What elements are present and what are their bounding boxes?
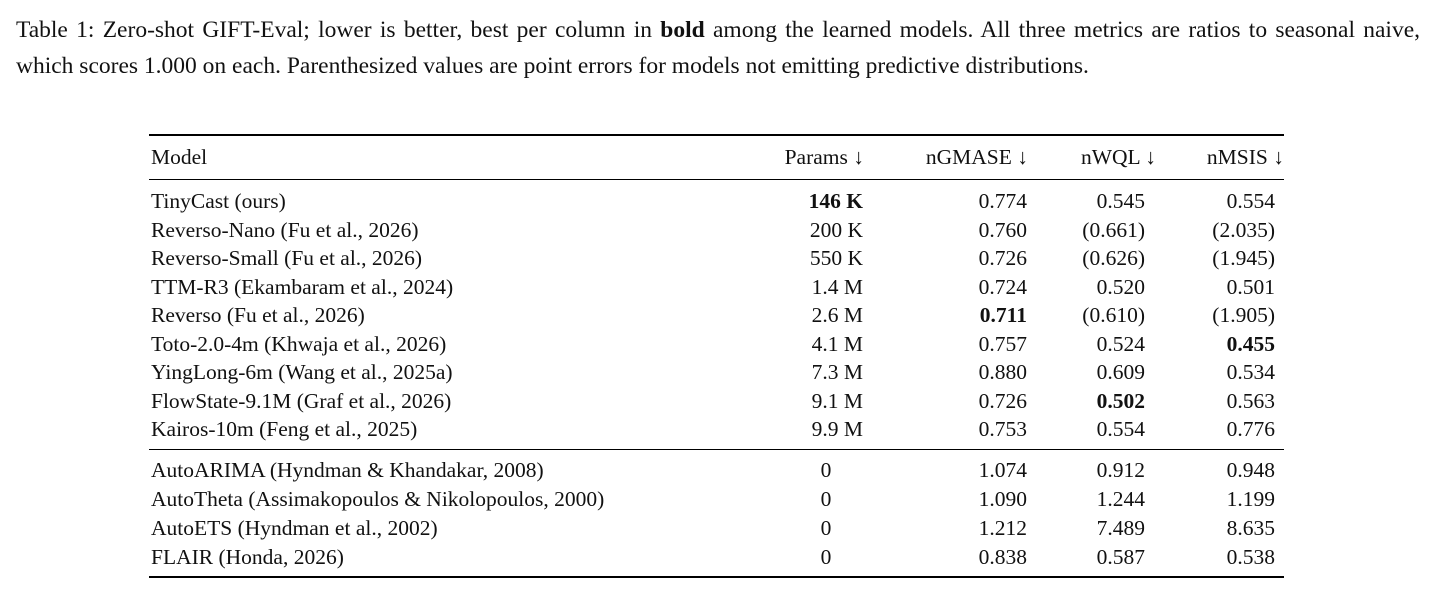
table-row xyxy=(149,273,1284,301)
cell-model: Toto-2.0-4m (Khwaja et al., 2026) xyxy=(151,331,447,356)
cell-ngmase: 0.880 xyxy=(978,360,1027,384)
cell-model: TTM-R3 (Ekambaram et al., 2024) xyxy=(151,274,454,299)
cell-model: AutoTheta (Assimakopoulos & Nikolopoulos, 2000) xyxy=(151,487,605,511)
cell-params: 0 xyxy=(820,487,832,511)
cell-nwql: (0.610) xyxy=(1082,303,1145,327)
cell-params: 7.3 M xyxy=(811,360,863,384)
cell-params: 0 xyxy=(820,516,832,540)
cell-ngmase: 0.724 xyxy=(978,274,1027,299)
cell-ngmase: 0.838 xyxy=(978,545,1027,569)
cell-nwql: 0.912 xyxy=(1096,458,1145,482)
table-row xyxy=(149,485,1284,513)
table-row xyxy=(149,387,1284,415)
caption-bold-word: bold xyxy=(660,17,705,43)
cell-nmsis: 8.635 xyxy=(1226,516,1275,540)
bottom-rule xyxy=(149,576,1284,578)
cell-model: AutoETS (Hyndman et al., 2002) xyxy=(151,516,438,540)
cell-model: TinyCast (ours) xyxy=(151,189,286,213)
table-row xyxy=(149,415,1284,443)
cell-model: Reverso (Fu et al., 2026) xyxy=(151,303,365,327)
cell-nwql: 0.554 xyxy=(1096,417,1145,441)
header-nwql: nWQL ↓ xyxy=(1080,145,1156,169)
cell-nmsis: 1.199 xyxy=(1226,487,1275,511)
cell-nwql: 1.244 xyxy=(1096,487,1145,511)
cell-ngmase: 0.760 xyxy=(978,217,1027,242)
cell-nmsis: 0.563 xyxy=(1226,388,1275,413)
cell-params: 4.1 M xyxy=(811,331,863,356)
cell-nmsis: (2.035) xyxy=(1212,217,1275,242)
caption-text-2: among the learned models. All three metrics are ratios to seasonal naive, which scores 1.000 on each. Parenthesized values are point errors for models not emitting predictive distributions. xyxy=(16,17,1421,79)
cell-model: FLAIR (Honda, 2026) xyxy=(151,545,344,569)
cell-ngmase: 0.774 xyxy=(978,189,1027,213)
cell-nwql: 0.502 xyxy=(1096,388,1145,413)
cell-nmsis: 0.455 xyxy=(1226,331,1275,356)
cell-params: 0 xyxy=(820,545,832,569)
cell-params: 0 xyxy=(820,458,832,482)
cell-ngmase: 0.753 xyxy=(978,417,1027,441)
cell-nmsis: 0.948 xyxy=(1226,458,1275,482)
cell-model: FlowState-9.1M (Graf et al., 2026) xyxy=(151,388,452,413)
cell-nmsis: (1.905) xyxy=(1212,303,1275,327)
table-row xyxy=(149,301,1284,329)
cell-nmsis: 0.554 xyxy=(1226,189,1275,213)
table-row xyxy=(149,514,1284,542)
cell-nwql: 7.489 xyxy=(1096,516,1145,540)
cell-nwql: 0.609 xyxy=(1096,360,1145,384)
table-row xyxy=(149,358,1284,386)
cell-ngmase: 0.757 xyxy=(978,331,1027,356)
table-row xyxy=(149,216,1284,244)
cell-model: Kairos-10m (Feng et al., 2025) xyxy=(151,417,418,441)
cell-params: 200 K xyxy=(809,217,863,242)
cell-ngmase: 1.074 xyxy=(978,458,1027,482)
cell-nwql: (0.661) xyxy=(1082,217,1145,242)
cell-params: 550 K xyxy=(809,246,863,270)
cell-nwql: 0.587 xyxy=(1096,545,1145,569)
cell-ngmase: 1.090 xyxy=(978,487,1027,511)
cell-model: AutoARIMA (Hyndman & Khandakar, 2008) xyxy=(151,458,544,482)
cell-ngmase: 0.711 xyxy=(979,303,1027,327)
table-row xyxy=(149,543,1284,571)
cell-ngmase: 0.726 xyxy=(978,246,1027,270)
header-ngmase: nGMASE ↓ xyxy=(925,145,1028,169)
top-rule xyxy=(149,134,1284,136)
cell-nwql: (0.626) xyxy=(1082,246,1145,270)
cell-nwql: 0.520 xyxy=(1096,274,1145,299)
header-nmsis: nMSIS ↓ xyxy=(1206,145,1284,169)
cell-ngmase: 0.726 xyxy=(978,388,1027,413)
cell-nmsis: 0.776 xyxy=(1226,417,1275,441)
header-model: Model xyxy=(151,145,208,169)
group-separator-rule xyxy=(149,449,1284,450)
table-caption xyxy=(16,12,1420,84)
table-row xyxy=(149,330,1284,358)
cell-ngmase: 1.212 xyxy=(978,516,1027,540)
cell-params: 9.1 M xyxy=(811,388,863,413)
cell-params: 2.6 M xyxy=(811,303,863,327)
cell-params: 1.4 M xyxy=(811,274,863,299)
cell-params: 146 K xyxy=(808,189,863,213)
cell-params: 9.9 M xyxy=(811,417,863,441)
cell-model: YingLong-6m (Wang et al., 2025a) xyxy=(151,360,453,384)
caption-text-1: Zero-shot GIFT-Eval; lower is better, best per column in xyxy=(102,17,652,43)
cell-nmsis: 0.538 xyxy=(1226,545,1275,569)
cell-model: Reverso-Small (Fu et al., 2026) xyxy=(151,246,423,270)
cell-nmsis: 0.534 xyxy=(1226,360,1275,384)
header-rule xyxy=(149,179,1284,180)
cell-nmsis: (1.945) xyxy=(1212,246,1275,270)
cell-nmsis: 0.501 xyxy=(1226,274,1275,299)
table-row xyxy=(149,187,1284,215)
table-row xyxy=(149,456,1284,484)
table-row xyxy=(149,244,1284,272)
cell-nwql: 0.545 xyxy=(1096,189,1145,213)
table-header-row xyxy=(149,143,1284,171)
cell-nwql: 0.524 xyxy=(1096,331,1145,356)
header-params: Params ↓ xyxy=(784,145,864,169)
cell-model: Reverso-Nano (Fu et al., 2026) xyxy=(151,217,419,242)
caption-label: Table 1: xyxy=(16,17,95,43)
